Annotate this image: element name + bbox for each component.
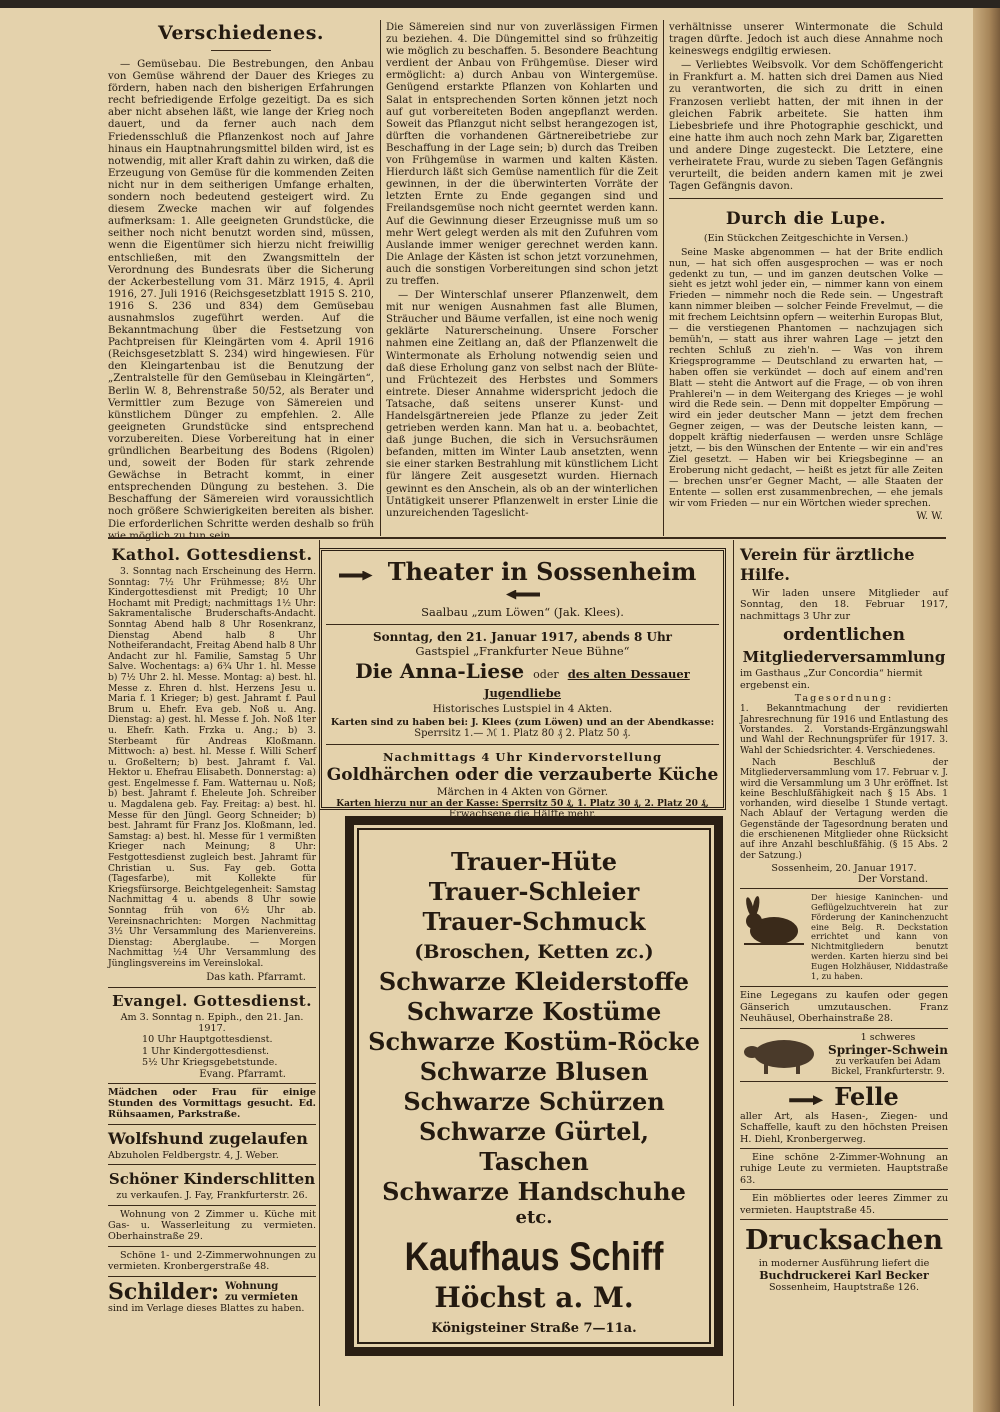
schwein-l2: Springer-Schwein <box>828 1043 948 1058</box>
schiff-item: Schwarze Blusen <box>419 1057 649 1086</box>
schlitten-title: Schöner Kinderschlitten <box>108 1170 316 1189</box>
theater-karten: Karten sind zu haben bei: J. Klees (zum Löwen) und an der Abendkasse: <box>330 717 715 728</box>
schiff-item: Trauer-Schleier <box>428 877 640 906</box>
ad-wohnung1: Wohnung von 2 Zimmer u. Küche mit Gas- u. Wasserleitung zu vermieten. Oberhainstraße 29. <box>108 1208 316 1243</box>
druck-l2: Buchdruckerei Karl Becker <box>759 1269 929 1283</box>
schwein-l3: zu verkaufen bei Adam Bickel, Frankfurterstr. 9. <box>831 1057 945 1078</box>
theater-genre: Historisches Lustspiel in 4 Akten. <box>432 703 613 715</box>
pointing-hand-icon <box>506 590 540 600</box>
schilder-big: Schilder: <box>108 1278 220 1305</box>
schiff-item: Trauer-Hüte <box>450 847 618 876</box>
section-heading: Verschiedenes. <box>157 22 325 44</box>
druck-l1: in moderner Ausführung liefert die <box>758 1257 930 1269</box>
theater-oder: oder <box>533 668 559 681</box>
verein-place: im Gasthaus „Zur Concordia“ hiermit ergebenst ein. <box>740 668 923 691</box>
middle-article-column <box>386 22 658 534</box>
kath-sign: Das kath. Pfarramt. <box>206 971 306 983</box>
article-gemuesebau-cont: Die Sämereien sind nur von zuverlässigen Firmen zu beziehen. 4. Die Düngemittel sind so frühzeitig wie möglich zu beschaffen. 5. Besondere Beachtung verdient der Anbau von Frühgemüse. Dieser wird ermöglicht: a) durch Anbau von Wintergemüse. Genügend erstarkte Pflanzen von Kohlarten und Salat in entsprechenden Sorten können jetzt noch auf gut vorbereiteten Boden angepflanzt werden. Soweit das Pflanzgut nicht selbst herangezogen ist, dürften die vorhandenen Gärtnereibetriebe zur Beschaffung in der Lage sein; b) durch das Treiben von Frühgemüse in warmen und kalten Kästen. Hierdurch läßt sich Gemüse namentlich für die Zeit gewinnen, in der die überwinterten Vorräte der letzten Ernte zu Ende gegangen sind und Freilandsgemüse noch nicht geerntet werden kann. Auf die Gewinnung dieser Erzeugnisse muß um so mehr Wert gelegt werden als mit den Zufuhren vom Auslande immer weniger gerechnet werden kann. Die Anlage der Kästen ist schon jetzt vorzunehmen, auch die sonstigen Vorbereitungen sind schon jetzt zu treffen. — Der Winterschlaf unserer Pflanzenwelt, dem mit nur wenigen Ausnahmen fast alle Blumen, Sträucher und Bäume verfallen, ist eine noch wenig geklärte Naturerscheinung. Unsere Forscher nahmen eine Zeitlang an, daß der Pflanzenwelt die Wintermonate als Erholung notwendig seien und daß diese Erholung ganz von selbst nach der Blüte- und Früchtezeit des Herbstes und Sommers eintrete. Dieser Annahme widerspricht jedoch die Tatsache, daß seitens unserer Kunst- und Handelsgärtnereien jede Pflanze zu jeder Zeit getrieben werden kann. Man hat u. a. beobachtet, daß junge Buchen, die sich in Versuchsräumen befanden, mitten im Winter Laub ansetzten, wenn sie einer starken Bestrahlung mit künstlichem Licht für längere Zeit ausgesetzt wurden. Hiernach gewinnt es den Anschein, als ob an der winterlichen Untätigkeit unserer Pflanzenwelt in erster Linie die unzureichenden Tageslicht- <box>386 22 658 519</box>
article-gemuesebau: — Gemüsebau. Die Bestrebungen, den Anbau von Gemüse während der Dauer des Krieges zu fördern, haben nach den bisherigen Erfahrungen recht befriedigende Erfolge gezeitigt. Da es sich aber nicht absehen läßt, wie lange der Krieg noch dauert, und da ferner auch nach dem Friedensschluß die Pflanzenkost noch auf Jahre hinaus ein Hauptnahrungsmittel bilden wird, ist es notwendig, mit aller Kraft dahin zu wirken, daß die Erzeugung von Gemüse für die kommenden Zeiten nicht nur in dem seitherigen Umfange erhalten, sondern noch bedeutend gesteigert wird. Zu diesem Zwecke machen wir auf folgendes aufmerksam: 1. Alle geeigneten Grundstücke, die seither noch nicht benutzt worden sind, müssen, wenn die Eigentümer sich hierzu nicht freiwillig entschließen, mit den Zwangsmitteln der Verordnung des Bundesrats über die Sicherung der Ackerbestellung vom 31. März 1915, 4. April 1916, 27. Juli 1916 (Reichsgesetzblatt 1915 S. 210, 1916 S. 236 und 834) dem Gemüsebau ausnahmslos zugeführt werden. Auf die Bekanntmachung über die Festsetzung von Pachtpreisen für Kleingärten vom 4. April 1916 (Reichsgesetzblatt S. 234) wird hingewiesen. Für den Kleingartenbau ist die Benutzung der „Zentralstelle für den Gemüsebau in Kleingärten“, Berlin W. 8, Behrenstraße 50/52, als Berater und Vermittler zum Bezuge von Sämereien und künstlichem Dünger zu empfehlen. 2. Alle geeigneten Grundstücke sind entsprechend vorzubereiten. Diese Vorbereitung hat in einer gründlichen Bearbeitung des Bodens (Rigolen) und, soweit der Boden für stark zehrende Gewächse in Betracht kommt, in einer entsprechenden Düngung zu bestehen. 3. Die Beschaffung der Sämereien wird voraussichtlich noch größere Schwierigkeiten bereiten als bisher. Die erforderlichen Schritte werden deshalb so früh <box>108 59 374 530</box>
theater-erwachsene: Erwachsene die Hälfte mehr. <box>448 809 597 820</box>
theater-ad <box>319 548 726 820</box>
column-divider <box>380 20 381 536</box>
schwein-l1: 1 schweres <box>860 1031 916 1043</box>
verein-date: Sossenheim, 20. Januar 1917. <box>771 862 917 874</box>
ad-zimmer: Ein möbliertes oder leeres Zimmer zu vermieten. Hauptstraße 45. <box>740 1193 948 1216</box>
ad-legegans: Eine Legegans zu kaufen oder gegen Gänserich umzutauschen. Franz Neuhäusel, Oberhainstraße 28. <box>740 990 948 1025</box>
theater-play-sub: des alten Dessauer Jugendliebe <box>484 667 690 700</box>
theater-kinder: Nachmittags 4 Uhr Kindervorstellung <box>382 750 663 764</box>
ad-rule <box>108 1246 316 1247</box>
verein-big1: ordentlichen <box>782 625 905 646</box>
column-divider <box>663 20 664 536</box>
schilder-side1: Wohnung <box>225 1280 279 1292</box>
kath-title: Kathol. Gottesdienst. <box>111 545 313 564</box>
verein-big2: Mitgliederversammlung <box>742 648 946 667</box>
ad-wohnung3: Eine schöne 2-Zimmer-Wohnung an ruhige Leute zu vermieten. Hauptstraße 63. <box>740 1151 948 1186</box>
verein-sign: Der Vorstand. <box>857 874 928 886</box>
left-article-column <box>108 22 374 534</box>
schiff-item: Schwarze Kostüme <box>406 997 662 1026</box>
evang-line3: 1 Uhr Kindergottesdienst. <box>142 1045 269 1057</box>
ad-kaninchen: Der hiesige Kaninchen- und Geflügelzuchtverein hat zur Förderung der Kaninchenzucht eine Belg. R. Deckstation errichtet und kann von Nichtmitgliedern benutzt werden. Karten hierzu sind bei Eugen Holzhäuser, Niddastraße 1, zu haben. <box>740 893 948 983</box>
section-divider <box>108 537 946 539</box>
schiff-item: Schwarze Kostüm-Röcke <box>368 1027 700 1056</box>
theater-venue: Saalbau „zum Löwen“ (Jak. Klees). <box>421 605 624 619</box>
evang-line1: Am 3. Sonntag n. Epiph., den 21. Jan. 1917. <box>120 1011 304 1034</box>
schiff-item: Schwarze Handschuhe <box>382 1177 686 1206</box>
kath-text: 3. Sonntag nach Erscheinung des Herrn. Sonntag: 7½ Uhr Frühmesse; 8½ Uhr Kindergottesdienst mit Predigt; 10 Uhr Hochamt mit Predigt; nachmittags 1½ Uhr: Sakramentalische Bruderschafts-Andacht. Sonntag Abend halb 8 Uhr Rosenkranz, Dienstag Abend halb 8 Uhr Notheiferandacht, Freitag Abend halb 8 Uhr Andacht zur hl. Familie, Samstag 5 Uhr Salve. Wochentags: a) 6¾ Uhr 1. hl. Messe b) 7½ Uhr 2. hl. Messe. Montag: a) best. hl. Messe z. Ehren d. hlst. Herzens Jesu u. Maria f. 1 Krieger; b) gest. Jahramt f. Paul Brum u. Ehefr. Eva geb. Noß u. Ang. Dienstag: a) gest. hl. Messe f. Joh. Noß 1ter u. Ehefr. Kath. Frzka u. Ang.; b) 3. Sterbeamt für Andreas Kloßmann. Mittwoch: a) best. hl. Messe f. Willi Scherf u. Großeltern; b) best. Jahramt f. Val. Hektor u. Ehefrau Elisabeth. Donnerstag: a) gest. Engelmesse f. Fam. Watternau u. Noß; b) best. Jahramt f. Eheleute Joh. Schreiber u. Magdalena geb. Fay. Freitag: a) best. hl. Messe für den Jüngl. Georg Schneider; b) best. Jahramt für Franz Jos. Kloßmann, led. Samstag: a) best. hl. Messe für 1 vermißten Krieger nach Meinung; 8 Uhr: Festgottesdienst zugleich best. Jahramt für Christian u. Sus. Fay geb. Gotta (Tagesfarbe), mit Kollekte für Kriegsfürsorge. Beichtgelegenheit: Samstag Nachmittag 4 u. abends 8 Uhr sowie Sonntag früh von 6½ Uhr ab. Vereinsnachrichten: Morgen Nachmittag 3½ Uhr Versammlung des Marienvereins. Dienstag: Aberglaube. — Morgen Nachmittag ½4 Uhr Versammlung des Jünglingsvereins im Vereinslokal. <box>108 566 316 969</box>
theater-kinderkarten: Karten hierzu nur an der Kasse: Sperrsitz 50 ₰, 1. Platz 30 ₰, 2. Platz 20 ₰, <box>336 799 709 809</box>
right-ad-column <box>740 545 948 1407</box>
schlitten-text: zu verkaufen. J. Fay, Frankfurterstr. 26. <box>116 1190 308 1202</box>
verein-title: Verein für ärztliche Hilfe. <box>740 545 915 584</box>
ad-rule <box>108 1124 316 1125</box>
evang-sign: Evang. Pfarramt. <box>199 1068 286 1080</box>
right-article-column <box>669 22 943 534</box>
verein-tagesordnung: Tagesordnung: <box>794 693 894 705</box>
pointing-hand-icon <box>339 571 373 581</box>
wolfshund-text: Abzuholen Feldbergstr. 4, J. Weber. <box>108 1149 279 1161</box>
schiff-item: Schwarze Gürtel, Taschen <box>419 1117 649 1176</box>
evang-title: Evangel. Gottesdienst. <box>112 991 312 1010</box>
theater-gast: Gastspiel „Frankfurter Neue Bühne“ <box>415 644 630 658</box>
verein-note: Nach Beschluß der Mitgliederversammlung vom 17. Februar v. J. wird die Versammlung um 3 Uhr eröffnet. Ist keine Beschlußfähigkeit nach § 15 Abs. 1 vorhanden, wird dieselbe 1 Stunde vertagt. Nach Ablauf der Vertagung werden die Gegenstände der Tagesordnung beraten und die erschienenen Mitglieder ohne Rücksicht auf ihre Anzahl beschlußfähig. (§ 15 Abs. 2 der Satzung.) <box>740 757 948 861</box>
top-strip <box>0 0 1000 8</box>
schiff-item: Schwarze Kleiderstoffe <box>378 967 690 996</box>
pig-icon <box>740 1032 824 1078</box>
kaufhaus-schiff-ad <box>345 816 723 1356</box>
column-divider <box>733 540 734 1406</box>
theater-title: Theater in Sossenheim <box>387 557 697 586</box>
ad-rule <box>108 987 316 988</box>
ad-wohnung2: Schöne 1- und 2-Zimmerwohnungen zu vermieten. Kronbergerstraße 48. <box>108 1249 316 1273</box>
verein-intro: Wir laden unsere Mitglieder auf Sonntag, den 18. Februar 1917, nachmittags 3 Uhr zur <box>740 588 948 622</box>
lupe-signature: W. W. <box>916 511 943 523</box>
schiff-street: Königsteiner Straße 7—11a. <box>431 1321 637 1336</box>
theater-play: Die Anna-Liese <box>355 659 525 683</box>
schiff-item: (Broschen, Ketten zc.) <box>414 941 654 963</box>
schilder-text: sind im Verlage dieses Blattes zu haben. <box>108 1302 305 1314</box>
schiff-name: Kaufhaus Schiff <box>404 1235 664 1279</box>
schiff-city: Höchst a. M. <box>434 1281 634 1314</box>
ad-rule <box>108 1276 316 1277</box>
lupe-subtitle: (Ein Stückchen Zeitgeschichte in Versen.) <box>703 233 909 245</box>
left-ad-column <box>108 545 316 1407</box>
ad-schwein <box>740 1032 948 1078</box>
ad-schilder <box>108 1278 316 1305</box>
lupe-title: Durch die Lupe. <box>725 209 887 230</box>
evang-line4: 5½ Uhr Kriegsgebetstunde. <box>142 1057 278 1069</box>
theater-kindersub: Märchen in 4 Akten von Görner. <box>436 786 609 798</box>
schilder-side2: zu vermieten <box>225 1291 298 1303</box>
druck-title: Drucksachen <box>745 1224 943 1256</box>
lupe-poem: Seine Maske abgenommen — hat der Brite endlich nun, — hat sich offen ausgesprochen — was er noch gedenkt zu tun, — und im ganzen deutschen Volke — sieht es jetzt wohl jeder ein, — nimmer kann von einem Frieden — nimmehr noch die Rede sein. — Ungestraft kann nimmer bleiben — solcher Feinde Frevelmut, — die mit frechem Leichtsinn opfern — weiterhin Europas Blut, — die verstiegenen Phantomen — nachzujagen sich bemüh'n, — statt aus ihrer wahren Lage — jetzt den rechten Schluß zu zieh'n. — Was von ihrem Kriegsprogramme — Deutschland zu erwarten hat, — haben offen sie verkündet — doch auf einem and'ren Blatt — steht die Antwort auf die Frage, — ob von ihren Prahlerei'n — in dem Weitergang des Krieges — je wohl wird die Rede sein. — Denn mit doppelter Empörung — wird ein jeder deutscher Mann — jetzt dem frechen Gegner zeigen, — was der Deutsche leisten kann, — doppelt kräftig niederfausen — werden unsre Schläge jetzt, — bis den Wünschen der Entente — wir ein and'res Ziel gesetzt. — Haben wir bei Kriegsbeginne — an Eroberung nicht gedacht, — heißt es jetzt für alle Zeiten — brechen unsr'er Gegner Macht, — alle Staaten der Entente — sollen erst zusammenbrechen, — ehe jemals wir vom Frieden — nur ein Wörtchen wieder sprechen. <box>669 246 943 509</box>
druck-l3: Sossenheim, Hauptstraße 126. <box>768 1282 919 1294</box>
ad-maedchen: Mädchen oder Frau für einige Stunden des Vormittags gesucht. Ed. Rühsaamen, Parkstraße. <box>108 1086 316 1121</box>
heading-rule <box>211 50 271 51</box>
felle-text: aller Art, als Hasen-, Ziegen- und Schaffelle, kauft zu den höchsten Preisen H. Diehl, Kronbergerweg. <box>740 1110 948 1145</box>
pointing-hand-icon <box>789 1095 823 1105</box>
wolfshund-title: Wolfshund zugelaufen <box>108 1128 308 1148</box>
ad-rule <box>108 1164 316 1165</box>
schiff-item: Schwarze Schürzen <box>403 1087 665 1116</box>
schiff-item: Trauer-Schmuck <box>422 907 646 936</box>
evang-line2: 10 Uhr Hauptgottesdienst. <box>142 1034 273 1046</box>
theater-date: Sonntag, den 21. Januar 1917, abends 8 Uhr <box>373 630 672 644</box>
felle-title: Felle <box>834 1081 899 1111</box>
schiff-item: etc. <box>515 1207 553 1228</box>
article-right: verhältnisse unserer Wintermonate die Schuld tragen dürfte. Jedoch ist auch diese Annahme noch keineswegs endgiltig erwiesen. — Verliebtes Weibsvolk. Vor dem Schöffengericht in Frankfurt a. M. hatten sich drei Damen aus Nied zu verantworten, die sich zu dritt in einen Franzosen verliebt hatten, der mit ihnen in der gleichen Fabrik arbeitete. Sie hatten ihm Liebesbriefe und ihre Photographie geschickt, und eine hatte ihm auch noch zehn Mark bar, Zigaretten und andere Dinge zugesteckt. Die Letztere, eine verheiratete Frau, wurde zu sieben Tagen Gefängnis verurteilt, die beiden andern kamen mit je zwei Tagen Gefängnis davon. <box>669 22 943 193</box>
theater-prices: Sperrsitz 1.— ℳ 1. Platz 80 ₰ 2. Platz 50 ₰. <box>414 728 631 739</box>
theater-kinderplay: Goldhärchen oder die verzauberte Küche <box>326 765 719 785</box>
verein-points: 1. Bekanntmachung der revidierten Jahresrechnung für 1916 und Entlastung des Vorstandes. 2. Vorstands-Ergänzungswahl und Wahl der Rechnungsprüfer für 1917. 3. Wahl der Schiedsrichter. 4. Verschiedenes. <box>740 704 948 756</box>
ad-rule <box>108 1083 316 1084</box>
section-rule <box>669 198 943 199</box>
rabbit-icon <box>740 893 808 951</box>
page-edge <box>973 0 1000 1412</box>
ad-rule <box>108 1205 316 1206</box>
